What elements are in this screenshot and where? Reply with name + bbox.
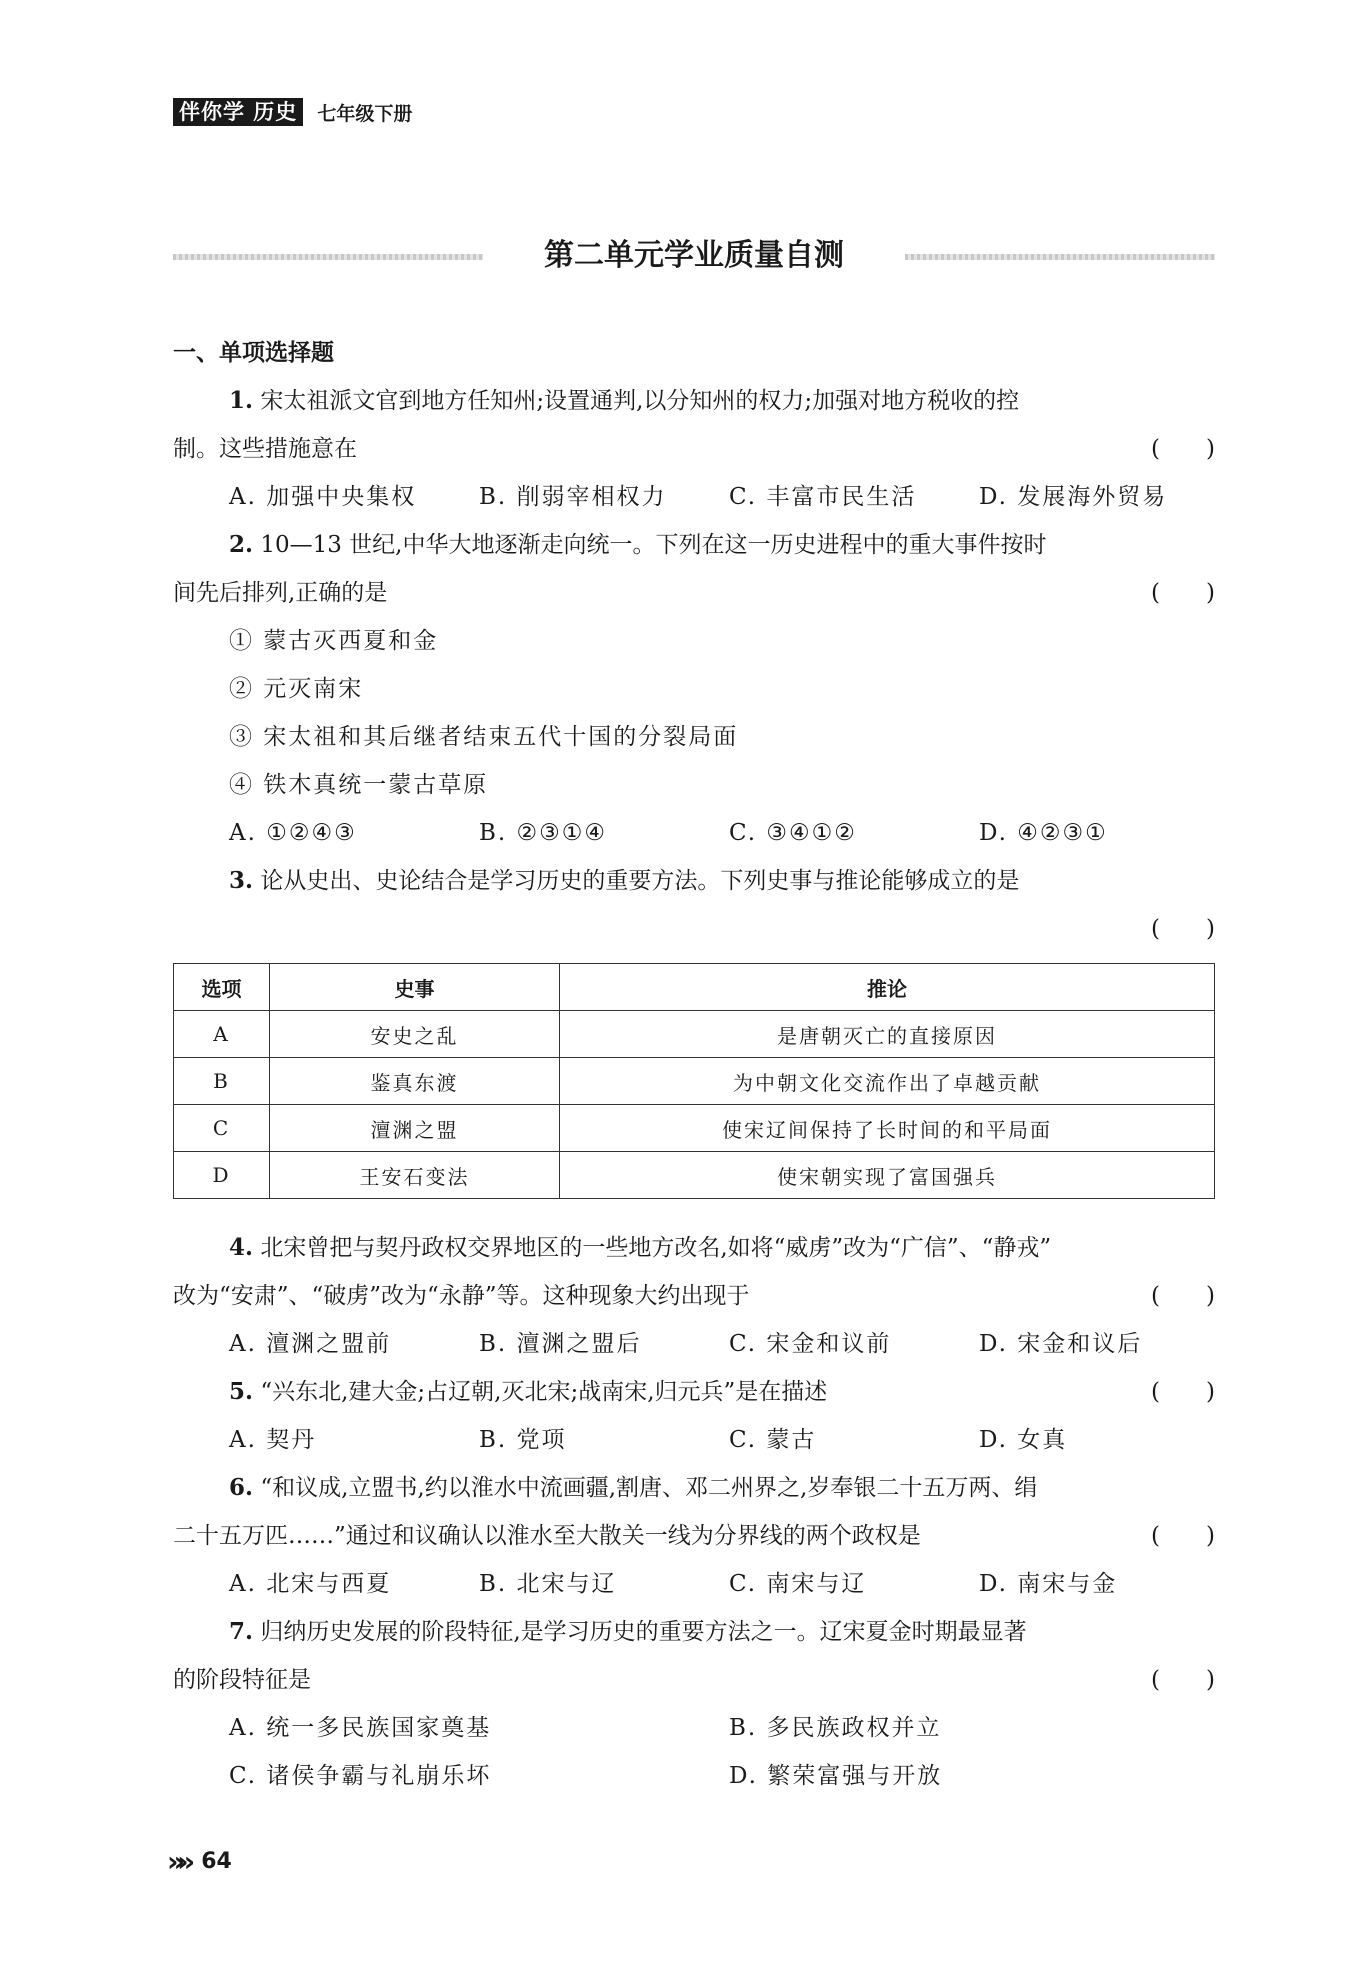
chevron-right-icon: »» (167, 1845, 188, 1878)
section-heading: 一、单项选择题 (173, 340, 334, 366)
q2-option-d: D. ④②③① (979, 820, 1108, 846)
q2-number: 2. (229, 531, 254, 558)
q5-option-b: B. 党项 (479, 1427, 567, 1453)
table-cell: A (174, 1011, 270, 1058)
q1-option-a: A. 加强中央集权 (229, 484, 417, 510)
q4-number: 4. (229, 1234, 254, 1261)
q7-line1 (229, 1617, 1027, 1647)
q1-number: 1. (229, 387, 254, 414)
q5-line1 (229, 1377, 827, 1407)
q1-option-b: B. 削弱宰相权力 (479, 484, 667, 510)
q6-answer-blank[interactable]: ( ) (1151, 1523, 1215, 1549)
q6-number: 6. (229, 1474, 254, 1501)
q3-text: 论从史出、史论结合是学习历史的重要方法。下列史事与推论能够成立的是 (260, 868, 1020, 894)
q4-answer-blank[interactable]: ( ) (1151, 1283, 1215, 1309)
q7-text: 归纳历史发展的阶段特征,是学习历史的重要方法之一。辽宋夏金时期最显著 (260, 1619, 1027, 1645)
page-number: 64 (201, 1849, 232, 1874)
q6-option-a: A. 北宋与西夏 (229, 1571, 392, 1597)
table-cell: B (174, 1058, 270, 1105)
table-cell: 为中朝文化交流作出了卓越贡献 (560, 1058, 1215, 1105)
grade-label: 七年级下册 (317, 102, 413, 125)
q5-answer-blank[interactable]: ( ) (1151, 1379, 1215, 1405)
q5-text: “兴东北,建大金;占辽朝,灭北宋;战南宋,归元兵”是在描述 (260, 1379, 828, 1405)
q6-option-b: B. 北宋与辽 (479, 1571, 617, 1597)
q6-option-d: D. 南宋与金 (979, 1571, 1118, 1597)
q7-number: 7. (229, 1618, 254, 1645)
table-cell: 安史之乱 (270, 1011, 560, 1058)
q2-item-1: ① 蒙古灭西夏和金 (229, 628, 439, 654)
table-row (174, 1105, 1215, 1152)
q7-line2: 的阶段特征是 (173, 1667, 311, 1693)
q6-text: “和议成,立盟书,约以淮水中流画疆,割唐、邓二州界之,岁奉银二十五万两、绢 (260, 1475, 1038, 1501)
table-cell: 澶渊之盟 (270, 1105, 560, 1152)
q1-option-d: D. 发展海外贸易 (979, 484, 1168, 510)
q2-item-2: ② 元灭南宋 (229, 676, 364, 702)
table-header: 史事 (270, 964, 560, 1011)
table-row (174, 1011, 1215, 1058)
q4-option-c: C. 宋金和议前 (729, 1331, 892, 1357)
q3-number: 3. (229, 867, 254, 894)
q3-table (173, 963, 1215, 1199)
page-header (173, 98, 412, 126)
q4-line1 (229, 1233, 1051, 1263)
q2-text: 10—13 世纪,中华大地逐渐走向统一。下列在这一历史进程中的重大事件按时 (260, 532, 1047, 558)
q1-line1 (229, 386, 1019, 416)
q1-text: 宋太祖派文官到地方任知州;设置通判,以分知州的权力;加强对地方税收的控 (260, 388, 1020, 414)
table-header-row (174, 964, 1215, 1011)
q4-option-d: D. 宋金和议后 (979, 1331, 1143, 1357)
q1-line2: 制。这些措施意在 (173, 436, 357, 462)
table-cell: 是唐朝灭亡的直接原因 (560, 1011, 1215, 1058)
q5-option-d: D. 女真 (979, 1427, 1068, 1453)
q6-option-c: C. 南宋与辽 (729, 1571, 867, 1597)
q2-answer-blank[interactable]: ( ) (1151, 580, 1215, 606)
q6-line1 (229, 1473, 1037, 1503)
q1-option-c: C. 丰富市民生活 (729, 484, 917, 510)
q2-option-b: B. ②③①④ (479, 820, 608, 846)
q7-answer-blank[interactable]: ( ) (1151, 1667, 1215, 1693)
series-label: 伴你学 历史 (173, 98, 303, 126)
q7-option-b: B. 多民族政权并立 (729, 1715, 942, 1741)
q5-number: 5. (229, 1378, 254, 1405)
table-cell: 王安石变法 (270, 1152, 560, 1199)
table-row (174, 1152, 1215, 1199)
table-header: 选项 (174, 964, 270, 1011)
table-row (174, 1058, 1215, 1105)
table-cell: C (174, 1105, 270, 1152)
page-title: 第二单元学业质量自测 (544, 238, 844, 273)
q2-line2: 间先后排列,正确的是 (173, 580, 388, 606)
q2-item-4: ④ 铁木真统一蒙古草原 (229, 772, 489, 798)
q2-option-c: C. ③④①② (729, 820, 857, 846)
q7-option-a: A. 统一多民族国家奠基 (229, 1715, 492, 1741)
title-row (173, 232, 1215, 280)
table-header: 推论 (560, 964, 1215, 1011)
q4-option-a: A. 澶渊之盟前 (229, 1331, 392, 1357)
table-cell: 使宋朝实现了富国强兵 (560, 1152, 1215, 1199)
q4-line2: 改为“安肃”、“破虏”改为“永静”等。这种现象大约出现于 (173, 1283, 750, 1309)
table-cell: 鉴真东渡 (270, 1058, 560, 1105)
q3-answer-blank[interactable]: ( ) (1151, 916, 1215, 942)
q6-line2: 二十五万匹……”通过和议确认以淮水至大散关一线为分界线的两个政权是 (173, 1523, 921, 1549)
q5-option-c: C. 蒙古 (729, 1427, 817, 1453)
q4-option-b: B. 澶渊之盟后 (479, 1331, 642, 1357)
q5-option-a: A. 契丹 (229, 1427, 317, 1453)
q2-item-3: ③ 宋太祖和其后继者结束五代十国的分裂局面 (229, 724, 739, 750)
page-footer (167, 1845, 232, 1878)
q2-option-a: A. ①②④③ (229, 820, 357, 846)
q4-text: 北宋曾把与契丹政权交界地区的一些地方改名,如将“威虏”改为“广信”、“静戎” (260, 1235, 1052, 1261)
q3-line1 (229, 866, 1019, 896)
table-cell: 使宋辽间保持了长时间的和平局面 (560, 1105, 1215, 1152)
q2-line1 (229, 530, 1046, 560)
q7-option-c: C. 诸侯争霸与礼崩乐坏 (229, 1763, 492, 1789)
table-cell: D (174, 1152, 270, 1199)
q1-answer-blank[interactable]: ( ) (1151, 436, 1215, 462)
q7-option-d: D. 繁荣富强与开放 (729, 1763, 943, 1789)
